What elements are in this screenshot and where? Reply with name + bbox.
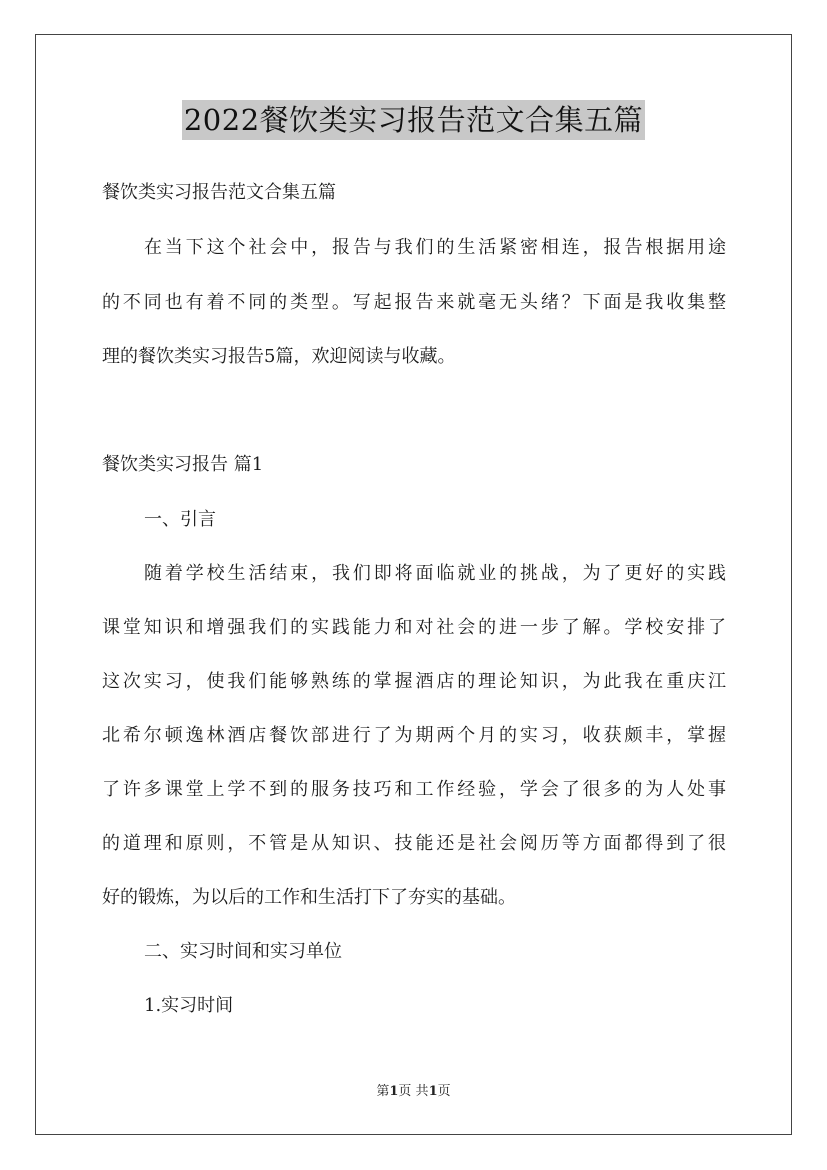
body-line: 的道理和原则，不管是从知识、技能还是社会阅历等方面都得到了很 [102, 833, 726, 854]
intro-line: 理的餐饮类实习报告5篇，欢迎阅读与收藏。 [102, 346, 456, 367]
body-line: 好的锻炼，为以后的工作和生活打下了夯实的基础。 [102, 887, 516, 908]
document-subtitle: 餐饮类实习报告范文合集五篇 [102, 182, 336, 203]
body-line: 这次实习，使我们能够熟练的掌握酒店的理论知识，为此我在重庆江 [102, 671, 726, 692]
heading-internship-time: 1.实习时间 [144, 995, 234, 1016]
intro-line: 在当下这个社会中，报告与我们的生活紧密相连，报告根据用途 [144, 237, 726, 258]
page-mid: 页 共 [398, 1084, 429, 1099]
intro-line: 的不同也有着不同的类型。写起报告来就毫无头绪？下面是我收集整 [102, 292, 726, 313]
page-footer [0, 1083, 827, 1101]
page-total: 1 [428, 1084, 438, 1099]
section-heading: 餐饮类实习报告 篇1 [102, 454, 264, 475]
body-line: 了许多课堂上学不到的服务技巧和工作经验，学会了很多的为人处事 [102, 779, 726, 800]
body-line: 随着学校生活结束，我们即将面临就业的挑战，为了更好的实践 [144, 563, 726, 584]
heading-introduction: 一、引言 [144, 509, 216, 530]
page-prefix: 第 [376, 1084, 390, 1099]
document-title: 2022餐饮类实习报告范文合集五篇 [182, 100, 645, 140]
heading-internship-time-unit: 二、实习时间和实习单位 [144, 941, 342, 962]
body-line: 北希尔顿逸林酒店餐饮部进行了为期两个月的实习，收获颇丰，掌握 [102, 725, 726, 746]
title-container [0, 100, 827, 140]
page-current: 1 [389, 1084, 399, 1099]
body-line: 课堂知识和增强我们的实践能力和对社会的进一步了解。学校安排了 [102, 617, 726, 638]
page-suffix: 页 [437, 1084, 451, 1099]
